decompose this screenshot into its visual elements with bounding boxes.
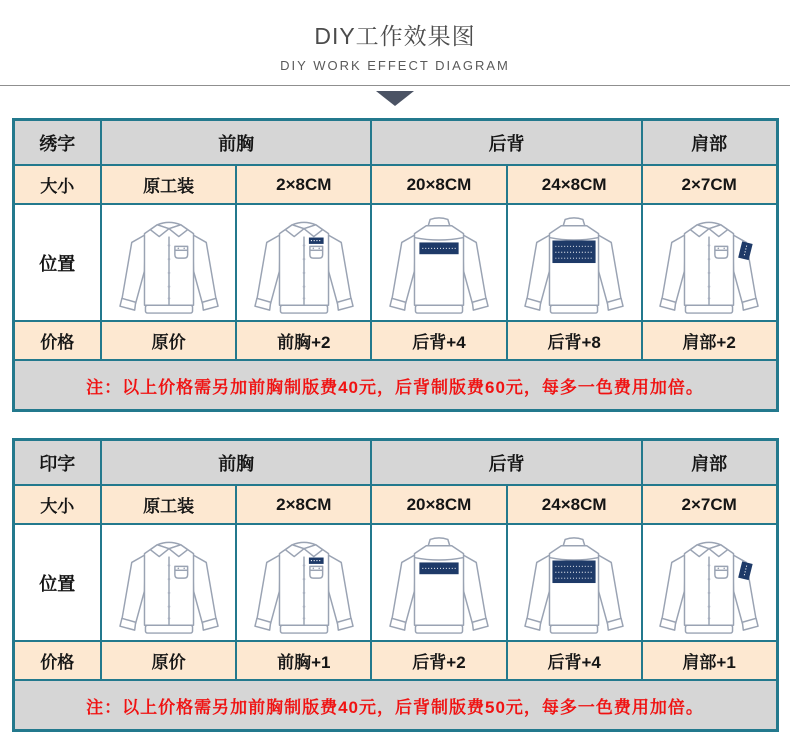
size-value-cell: 原工装 — [101, 485, 236, 524]
size-row-label: 大小 — [13, 165, 101, 204]
region-header-cell: 前胸 — [101, 120, 371, 166]
divider-line — [0, 85, 790, 86]
price-value-cell: 肩部+2 — [642, 321, 777, 360]
note-cell: 注：以上价格需另加前胸制版费40元，后背制版费50元，每多一色费用加倍。 — [13, 680, 777, 731]
position-cell — [507, 204, 642, 321]
page-title: DIY工作效果图 — [314, 23, 476, 49]
price-value-cell: 后背+2 — [371, 641, 506, 680]
price-value-cell: 肩部+1 — [642, 641, 777, 680]
region-header-cell: 肩部 — [642, 120, 777, 166]
price-value-cell: 后背+4 — [507, 641, 642, 680]
back-strip-large-illustration — [515, 214, 633, 316]
price-value-cell: 前胸+2 — [236, 321, 371, 360]
triangle-down-icon — [376, 91, 414, 106]
page-subtitle: DIY WORK EFFECT DIAGRAM — [280, 58, 510, 73]
price-value-cell: 原价 — [101, 641, 236, 680]
position-cell — [371, 524, 506, 641]
size-value-cell: 原工装 — [101, 165, 236, 204]
price-value-cell: 原价 — [101, 321, 236, 360]
size-value-cell: 20×8CM — [371, 485, 506, 524]
size-value-cell: 2×7CM — [642, 485, 777, 524]
position-cell — [236, 524, 371, 641]
front-sleeve-patch-illustration — [650, 534, 768, 636]
page-header — [0, 0, 790, 73]
size-value-cell: 2×8CM — [236, 485, 371, 524]
size-value-cell: 24×8CM — [507, 485, 642, 524]
price-value-cell: 后背+4 — [371, 321, 506, 360]
price-row-label: 价格 — [13, 641, 101, 680]
region-header-cell: 后背 — [371, 440, 641, 486]
front-chest-label-illustration — [245, 214, 363, 316]
position-cell — [371, 204, 506, 321]
position-cell — [101, 524, 236, 641]
corner-label-cell: 绣字 — [13, 120, 101, 166]
front-plain-illustration — [110, 214, 228, 316]
back-strip-large-illustration — [515, 534, 633, 636]
back-strip-small-illustration — [380, 214, 498, 316]
print-table — [12, 438, 779, 732]
position-cell — [101, 204, 236, 321]
note-cell: 注：以上价格需另加前胸制版费40元，后背制版费60元，每多一色费用加倍。 — [13, 360, 777, 411]
position-cell — [236, 204, 371, 321]
corner-label-cell: 印字 — [13, 440, 101, 486]
position-cell — [642, 204, 777, 321]
size-value-cell: 2×7CM — [642, 165, 777, 204]
position-row-label: 位置 — [13, 204, 101, 321]
position-row-label: 位置 — [13, 524, 101, 641]
back-strip-small-illustration — [380, 534, 498, 636]
price-row-label: 价格 — [13, 321, 101, 360]
price-value-cell: 前胸+1 — [236, 641, 371, 680]
size-row-label: 大小 — [13, 485, 101, 524]
size-value-cell: 24×8CM — [507, 165, 642, 204]
region-header-cell: 后背 — [371, 120, 641, 166]
front-plain-illustration — [110, 534, 228, 636]
size-value-cell: 20×8CM — [371, 165, 506, 204]
embroidery-table — [12, 118, 779, 412]
size-value-cell: 2×8CM — [236, 165, 371, 204]
position-cell — [642, 524, 777, 641]
front-sleeve-patch-illustration — [650, 214, 768, 316]
position-cell — [507, 524, 642, 641]
front-chest-label-illustration — [245, 534, 363, 636]
price-value-cell: 后背+8 — [507, 321, 642, 360]
tables-container — [0, 118, 790, 732]
region-header-cell: 前胸 — [101, 440, 371, 486]
region-header-cell: 肩部 — [642, 440, 777, 486]
